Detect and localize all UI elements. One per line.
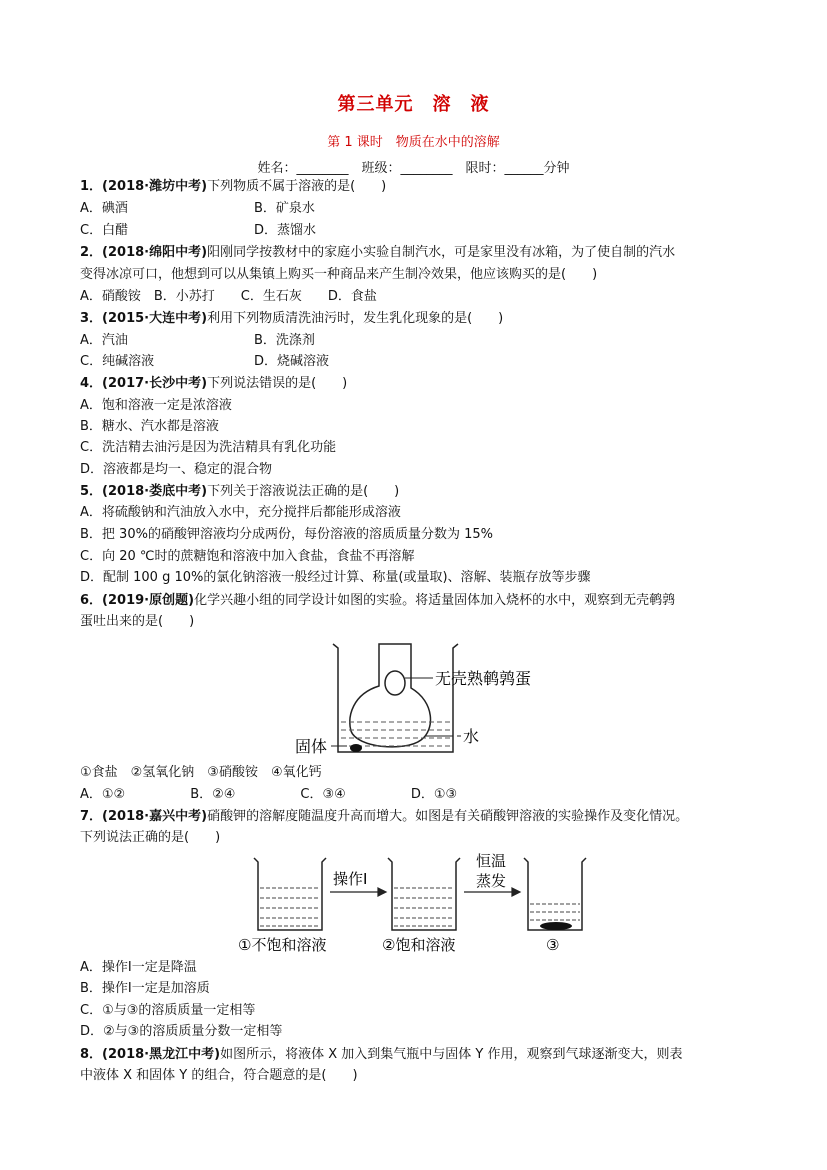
question-number: 5． [80,484,103,499]
page-title: 第三单元 溶 液 [337,94,490,115]
question-stem-cont: 下列说法正确的是( ) [80,830,221,845]
options-line: A．硝酸铵 B．小苏打 C．生石灰 D．食盐 [80,289,377,304]
question-2 [80,245,675,261]
question-number: 6． [80,593,103,608]
question-number: 7． [80,809,103,824]
option-b: B．洗涤剂 [254,333,315,348]
solid-label: 固体 [295,737,328,756]
option-d: D．蒸馏水 [254,223,317,238]
option-b: B．把 30%的硝酸钾溶液均分成两份，每份溶液的溶质质量分数为 15% [80,527,493,542]
question-4 [80,376,347,392]
option-b: B．矿泉水 [254,201,315,216]
question-5 [80,484,399,500]
question-stem-cont: 中液体 X 和固体 Y 的组合，符合题意的是( ) [80,1068,358,1083]
option-d: D．配制 100 g 10%的氯化钠溶液一般经过计算、称量(或量取)、溶解、装瓶存放等步骤 [80,570,591,585]
question-number: 2． [80,245,103,260]
question-source: (2019·原创题) [102,593,195,608]
question-7 [80,809,688,825]
option-b: B．操作Ⅰ一定是加溶质 [80,981,210,996]
option-d: D．溶液都是均一、稳定的混合物 [80,462,273,477]
question-1 [80,179,386,195]
question-source: (2018·娄底中考) [102,484,208,499]
question-stem: 硝酸钾的溶解度随温度升高而增大。如图是有关硝酸钾溶液的实验操作及变化情况。 [207,809,689,824]
option-b: B．糖水、汽水都是溶液 [80,419,219,434]
question-source: (2018·黑龙江中考) [102,1047,221,1062]
lesson-subtitle: 第 1 课时 物质在水中的溶解 [327,135,500,150]
question-number: 3． [80,311,103,326]
evaporation-figure [238,848,588,956]
beaker-2-label: ②饱和溶液 [382,936,456,954]
option-a: A．饱和溶液一定是浓溶液 [80,398,232,413]
option-a: A．汽油 [80,333,128,348]
option-c: C．①与③的溶质质量一定相等 [80,1003,256,1018]
egg-label: 无壳熟鹌鹑蛋 [435,669,532,688]
question-stem: 下列物质不属于溶液的是( ) [207,179,387,194]
option-a: A．操作Ⅰ一定是降温 [80,960,197,975]
question-source: (2018·绵阳中考) [102,245,208,260]
question-source: (2017·长沙中考) [102,376,208,391]
question-stem-cont: 变得冰凉可口，他想到可以从集镇上购买一种商品来产生制冷效果，他应该购买的是( ) [80,267,598,282]
options-line: A．①② B．②④ C．③④ D．①③ [80,787,458,802]
option-c: C．洗洁精去油污是因为洗洁精具有乳化功能 [80,440,337,455]
question-stem: 如图所示，将液体 X 加入到集气瓶中与固体 Y 作用，观察到气球逐渐变大，则表 [220,1047,683,1062]
option-c: C．向 20 ℃时的蔗糖饱和溶液中加入食盐，食盐不再溶解 [80,549,415,564]
option-d: D．②与③的溶质质量分数一定相等 [80,1024,283,1039]
question-stem: 化学兴趣小组的同学设计如图的实验。将适量固体加入烧杯的水中，观察到无壳鹌鹑 [194,593,676,608]
question-stem: 下列说法错误的是( ) [207,376,348,391]
operation-2-label-a: 恒温 [476,852,507,870]
question-stem-cont: 蛋吐出来的是( ) [80,614,195,629]
option-c: C．白醋 [80,223,129,238]
question-source: (2018·潍坊中考) [102,179,208,194]
option-a: A．碘酒 [80,201,128,216]
question-stem: 阳刚同学按教材中的家庭小实验自制汽水，可是家里没有冰箱，为了使自制的汽水 [207,245,676,260]
question-number: 4． [80,376,103,391]
student-info-line: 姓名：________ 班级：________ 限时：______分钟 [257,161,570,176]
water-label: 水 [463,727,480,746]
option-a: A．将硫酸钠和汽油放入水中，充分搅拌后都能形成溶液 [80,505,401,520]
question-3 [80,311,503,327]
question-number: 1． [80,179,103,194]
question-number: 8． [80,1047,103,1062]
operation-1-label: 操作Ⅰ [333,870,368,888]
option-d: D．烧碱溶液 [254,354,330,369]
question-stem: 利用下列物质清洗油污时，发生乳化现象的是( ) [207,311,504,326]
operation-2-label-b: 蒸发 [476,872,507,890]
items-line: ①食盐 ②氢氧化钠 ③硝酸铵 ④氧化钙 [80,765,322,780]
question-source: (2018·嘉兴中考) [102,809,208,824]
question-6 [80,593,675,609]
question-stem: 下列关于溶液说法正确的是( ) [207,484,400,499]
beaker-3-label: ③ [546,936,560,954]
beaker-egg-figure [295,636,555,760]
option-c: C．纯碱溶液 [80,354,155,369]
beaker-1-label: ①不饱和溶液 [238,936,327,954]
question-8 [80,1047,682,1063]
question-source: (2015·大连中考) [102,311,208,326]
